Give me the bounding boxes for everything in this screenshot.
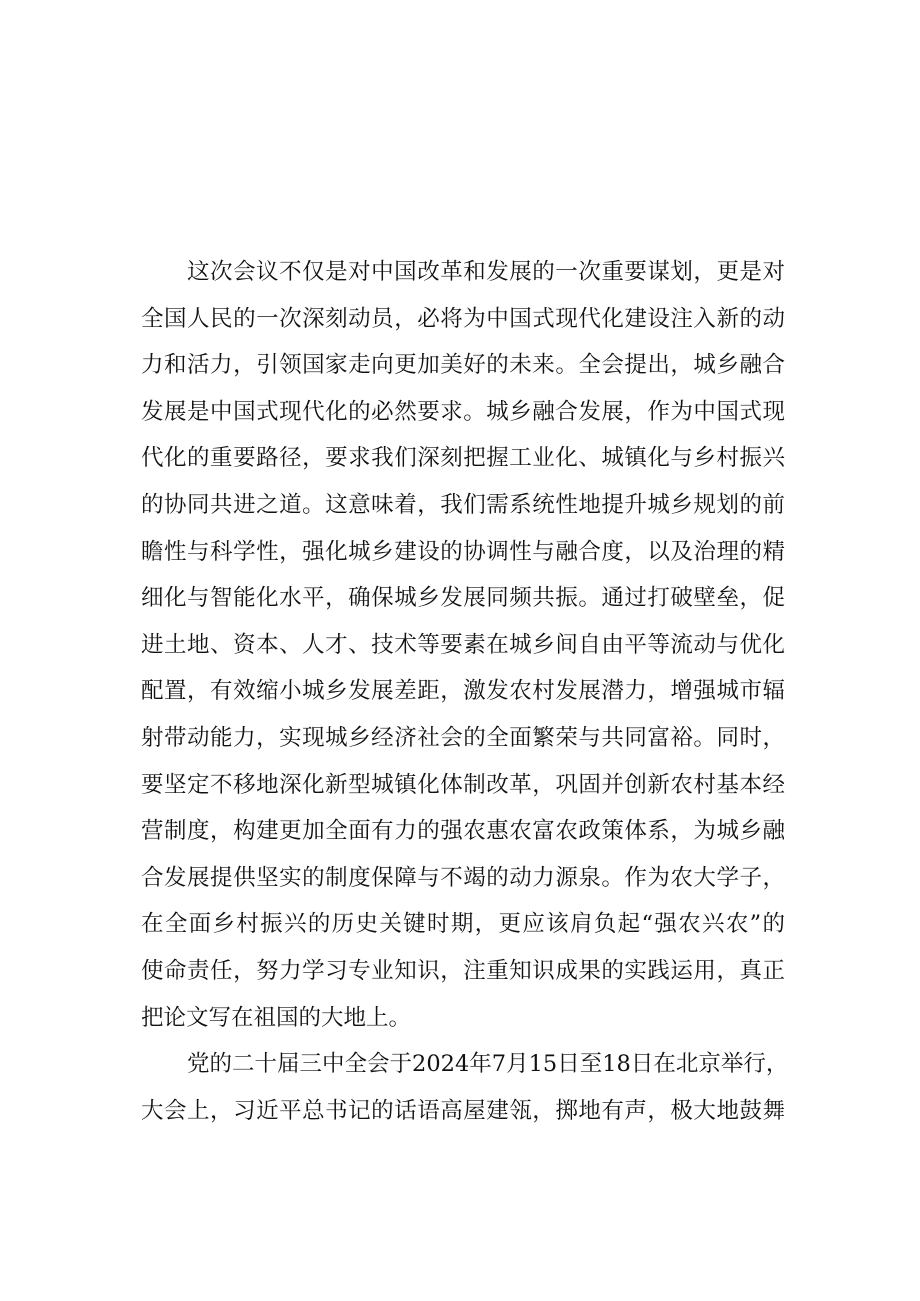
text-line: 进土地、资本、人才、技术等要素在城乡间自由平等流动与优化 — [141, 631, 785, 658]
text-line: 要坚定不移地深化新型城镇化体制改革，巩固并创新农村基本经 — [141, 771, 785, 798]
text-line: 代化的重要路径，要求我们深刻把握工业化、城镇化与乡村振兴 — [141, 445, 785, 472]
text-line: 瞻性与科学性，强化城乡建设的协调性与融合度，以及治理的精 — [141, 538, 785, 565]
text-line: 使命责任，努力学习专业知识，注重知识成果的实践运用，真正 — [141, 957, 785, 984]
text-line: 把论文写在祖国的大地上。 — [141, 1004, 412, 1031]
text-line: 党的二十届三中全会于2024年7月15日至18日在北京举行， — [187, 1051, 789, 1078]
text-line: 合发展提供坚实的制度保障与不竭的动力源泉。作为农大学子， — [141, 864, 785, 891]
text-line: 配置，有效缩小城乡发展差距，激发农村发展潜力，增强城市辐 — [141, 678, 785, 705]
text-line: 力和活力，引领国家走向更加美好的未来。全会提出，城乡融合 — [141, 352, 785, 379]
text-line: 细化与智能化水平，确保城乡发展同频共振。通过打破壁垒，促 — [141, 585, 785, 612]
text-line: 营制度，构建更加全面有力的强农惠农富农政策体系，为城乡融 — [141, 818, 785, 845]
text-line: 射带动能力，实现城乡经济社会的全面繁荣与共同富裕。同时， — [141, 724, 785, 751]
text-line: 大会上，习近平总书记的话语高屋建瓴，掷地有声，极大地鼓舞 — [141, 1097, 785, 1124]
text-line: 全国人民的一次深刻动员，必将为中国式现代化建设注入新的动 — [141, 305, 785, 332]
paragraph-2 — [141, 1041, 789, 1134]
document-body — [141, 249, 789, 1134]
text-line: 发展是中国式现代化的必然要求。城乡融合发展，作为中国式现 — [141, 398, 785, 425]
paragraph-1 — [141, 249, 785, 1041]
text-line: 在全面乡村振兴的历史关键时期，更应该肩负起“强农兴农”的 — [141, 911, 785, 938]
text-line: 这次会议不仅是对中国改革和发展的一次重要谋划，更是对 — [187, 259, 785, 285]
text-line: 的协同共进之道。这意味着，我们需系统性地提升城乡规划的前 — [141, 491, 785, 518]
